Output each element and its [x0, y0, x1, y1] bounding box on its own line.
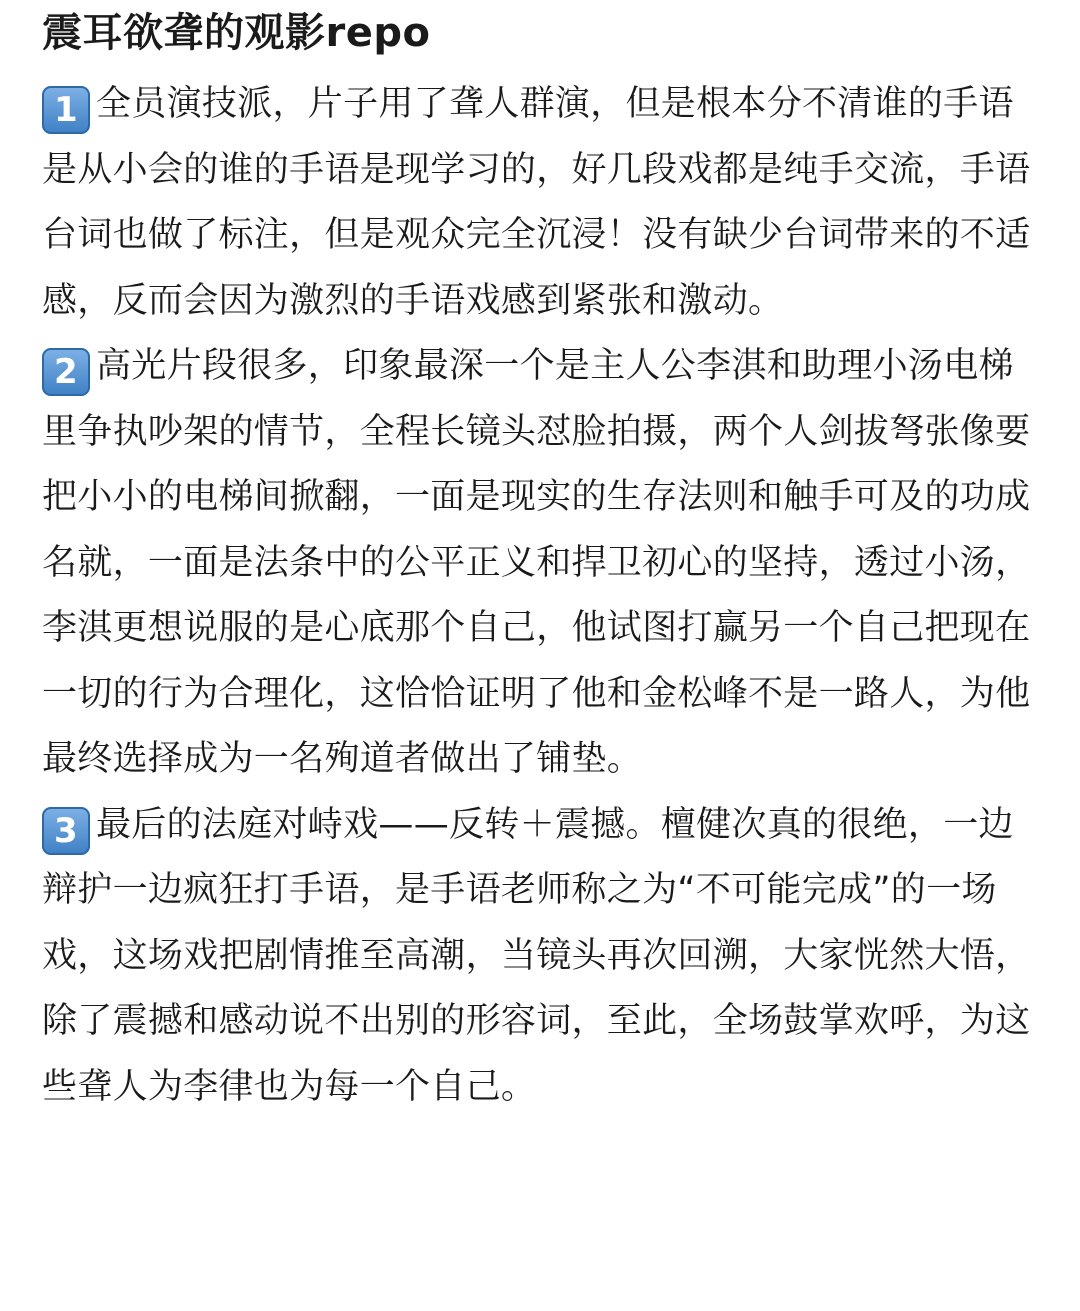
section-2: [42, 334, 1040, 793]
section-3: [42, 793, 1040, 1121]
section-3-text: 最后的法庭对峙戏——反转＋震撼。檀健次真的很绝，一边辩护一边疯狂打手语，是手语老师称之为“不可能完成”的一场戏，这场戏把剧情推至高潮，当镜头再次回溯，大家恍然大悟，除了震撼和感动说不出别的形容词，至此，全场鼓掌欢呼，为这些聋人为李律也为每一个自己。: [42, 804, 1031, 1107]
keycap-2-icon: 2: [42, 348, 90, 396]
post-title: 震耳欲聋的观影repo: [42, 10, 431, 56]
section-1-text: 全员演技派，片子用了聋人群演，但是根本分不清谁的手语是从小会的谁的手语是现学习的，好几段戏都是纯手交流，手语台词也做了标注，但是观众完全沉浸！没有缺少台词带来的不适感，反而会因为激烈的手语戏感到紧张和激动。: [42, 84, 1031, 321]
section-1: [42, 72, 1040, 334]
keycap-3-icon: 3: [42, 807, 90, 855]
keycap-1-icon: 1: [42, 86, 90, 134]
section-2-text: 高光片段很多，印象最深一个是主人公李淇和助理小汤电梯里争执吵架的情节，全程长镜头怼脸拍摄，两个人剑拔弩张像要把小小的电梯间掀翻，一面是现实的生存法则和触手可及的功成名就，一面是法条中的公平正义和捍卫初心的坚持，透过小汤，李淇更想说服的是心底那个自己，他试图打赢另一个自己把现在一切的行为合理化，这恰恰证明了他和金松峰不是一路人，为他最终选择成为一名殉道者做出了铺垫。: [42, 346, 1031, 779]
